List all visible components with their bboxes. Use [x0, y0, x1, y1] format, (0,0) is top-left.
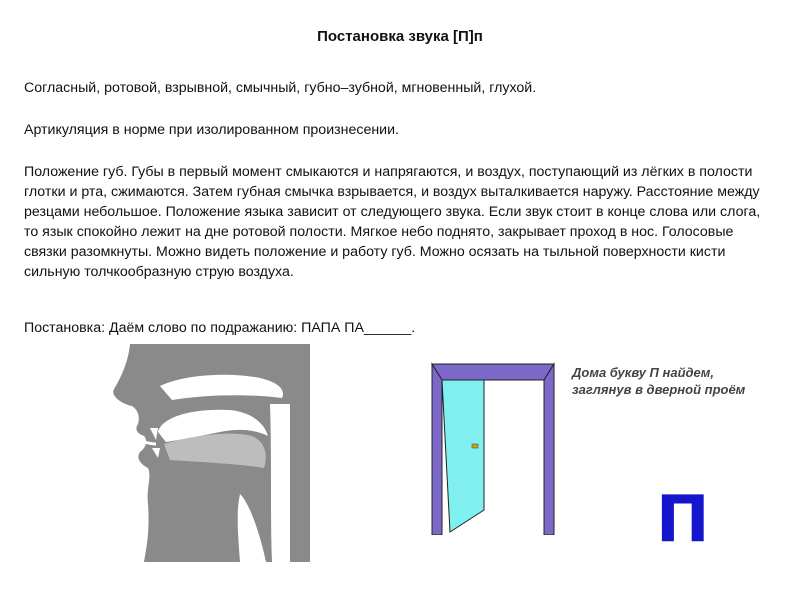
door-caption: Дома букву П найдем, заглянув в дверной проём: [572, 365, 746, 397]
door-handle: [472, 444, 478, 448]
door-frame: [432, 364, 554, 380]
articulation-profile-diagram: [100, 344, 310, 562]
door-frame-right-post: [544, 364, 554, 535]
pharynx: [270, 404, 290, 562]
letter-p-display: П: [656, 483, 710, 557]
door-panel: [442, 380, 484, 532]
articulation-heading: Артикуляция в норме при изолированном произнесении.: [24, 122, 399, 138]
door-illustration: [428, 360, 558, 535]
phonetic-characteristics: Согласный, ротовой, взрывной, смычный, губно–зубной, мгновенный, глухой.: [24, 80, 537, 96]
sound-setting-instructions: Постановка: Даём слово по подражанию: ПАПА ПА______.: [24, 320, 416, 336]
door-frame-left-post: [432, 364, 442, 535]
lip-position-description: Положение губ. Губы в первый момент смыкаются и напрягаются, и воздух, поступающий из лёгких в полости глотки и рта, сжимаются. Затем губная смычка взрывается, и воздух выталкивается наружу. Расстояние между резцами небольшое. Положение языка зависит от следующего звука. Если звук стоит в конце слова или слога, то язык спокойно лежит на дне ротовой полости. Мягкое небо поднято, закрывает проход в нос. Голосовые связки разомкнуты. Можно видеть положение и работу губ. Можно осязать на тыльной поверхности кисти сильную толчкообразную струю воздуха.: [24, 164, 761, 280]
page-title: Постановка звука [П]п: [317, 28, 483, 45]
